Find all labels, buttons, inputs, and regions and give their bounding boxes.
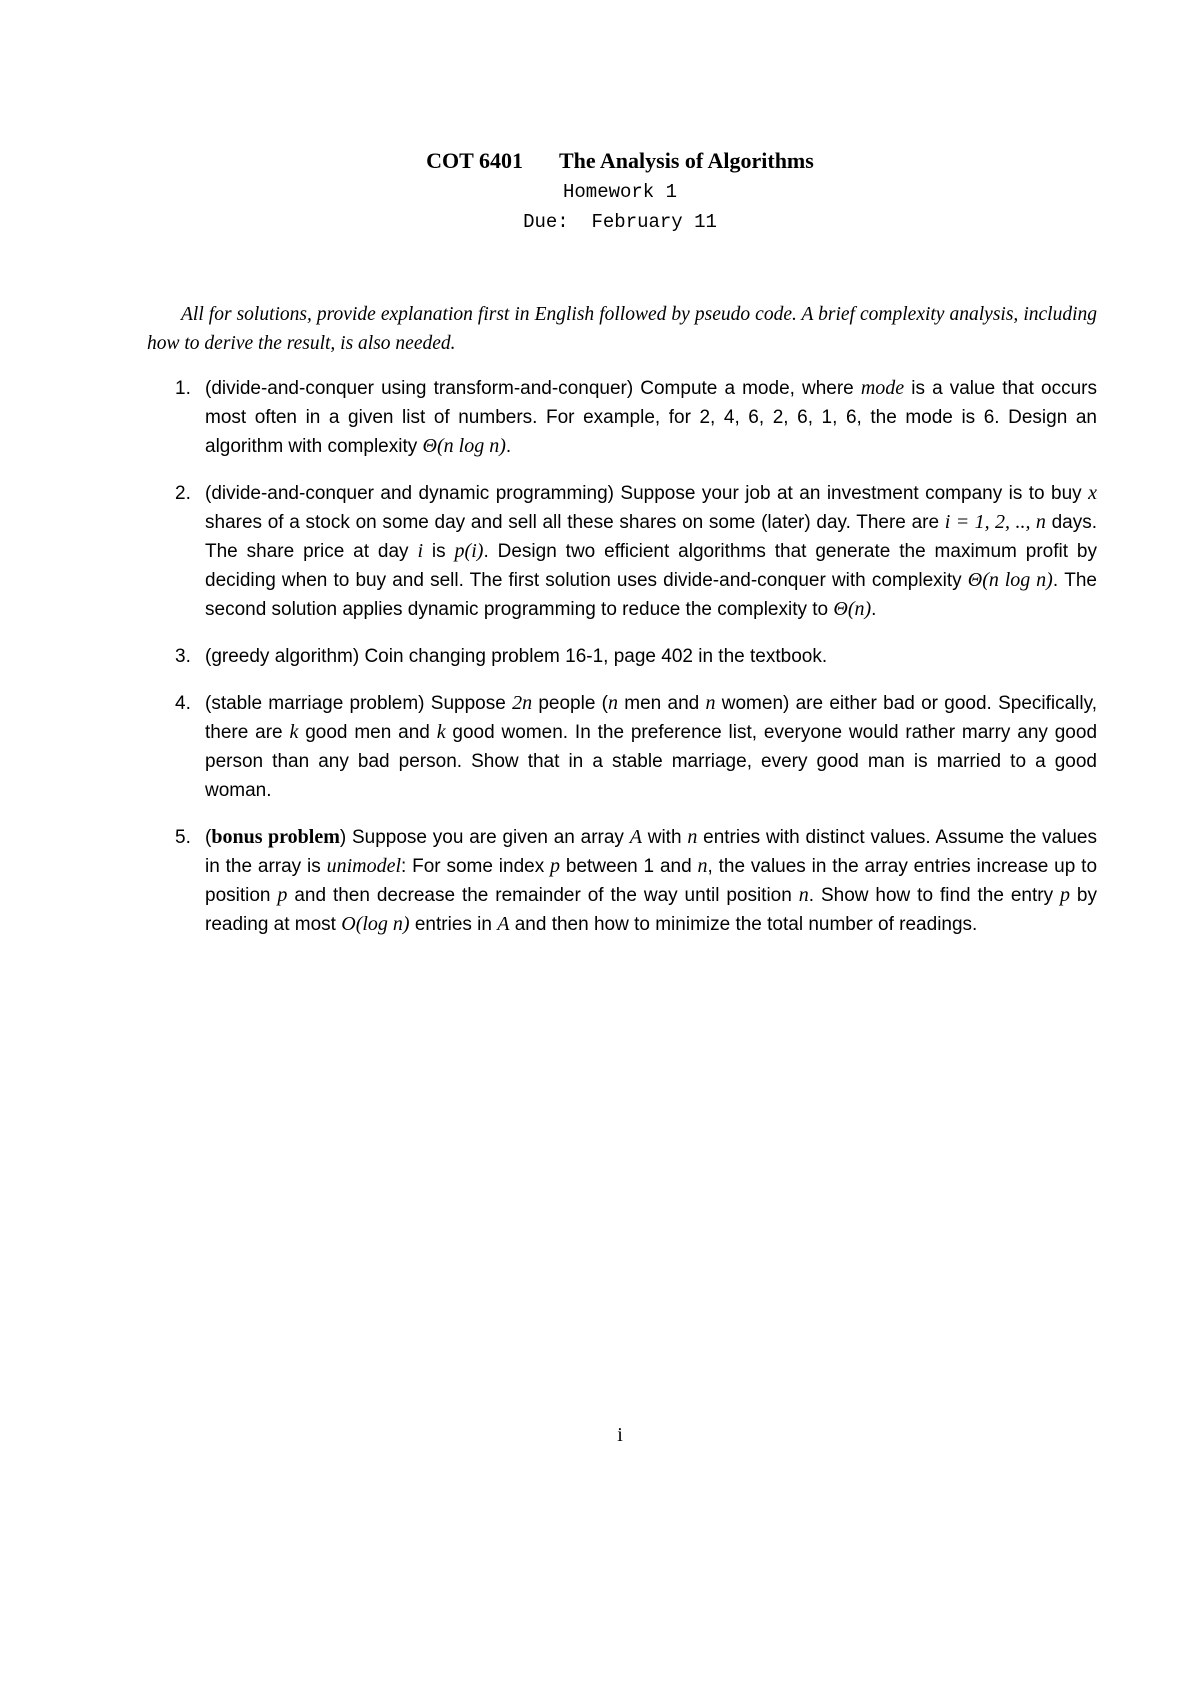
problem-text: is a value that occurs most often in a given list of numbers. For example, for 2, 4, 6, 2, 6, 1, 6, the mode is 6. Design an algorithm with complexity bbox=[205, 378, 1097, 457]
problem-text: is bbox=[423, 541, 455, 562]
problem-text: and then how to minimize the total number of readings. bbox=[509, 914, 978, 935]
problem-text: and then decrease the remainder of the way until position bbox=[287, 885, 799, 906]
problem-text: with bbox=[641, 827, 688, 848]
problem-list bbox=[147, 374, 1097, 957]
math-expression: i bbox=[417, 540, 424, 562]
problem-text: (divide-and-conquer and dynamic programming) Suppose your job at an investment company is to buy bbox=[205, 483, 1089, 504]
problem-text: , the values in the array entries increase up to position bbox=[205, 856, 1098, 906]
problem-text: : For some index bbox=[401, 856, 551, 877]
problem-text: . Design two efficient algorithms that generate the maximum profit by deciding when to buy and sell. The first solution uses divide-and-conquer with complexity bbox=[205, 541, 1097, 591]
problem-text: . The second solution applies dynamic programming to reduce the complexity to bbox=[205, 570, 1097, 620]
problem-text: ( bbox=[205, 827, 212, 848]
problem-3 bbox=[147, 642, 1097, 671]
course-title: The Analysis of Algorithms bbox=[558, 148, 814, 173]
problem-1 bbox=[147, 374, 1097, 461]
problem-text: entries with distinct values. Assume the values in the array is bbox=[205, 827, 1097, 877]
problem-text: between 1 and bbox=[560, 856, 698, 877]
math-expression: n bbox=[608, 692, 618, 714]
math-expression: Θ(n) bbox=[833, 598, 872, 620]
problem-text: days. The share price at day bbox=[205, 512, 1097, 562]
problem-text: ) Suppose you are given an array bbox=[339, 827, 630, 848]
problem-number: 4. bbox=[175, 693, 191, 714]
problem-5 bbox=[147, 823, 1097, 939]
emphasis-term: unimodel bbox=[326, 855, 402, 877]
emphasis-term: mode bbox=[860, 377, 905, 399]
due-date: Due: February 11 bbox=[523, 211, 717, 233]
problem-text: (greedy algorithm) Coin changing problem 16-1, page 402 in the textbook. bbox=[205, 646, 828, 667]
problem-text: . bbox=[505, 436, 512, 457]
problem-number: 3. bbox=[175, 646, 191, 667]
math-expression: n bbox=[798, 884, 809, 906]
problem-text: good men and bbox=[298, 722, 437, 743]
math-expression: O(log n) bbox=[341, 913, 410, 935]
math-expression: Θ(n log n) bbox=[422, 435, 506, 457]
problem-number: 5. bbox=[175, 827, 191, 848]
math-expression: p(i) bbox=[454, 540, 484, 562]
problem-4 bbox=[147, 689, 1097, 805]
math-expression: k bbox=[289, 721, 299, 743]
problem-text: women) are either bad or good. Specifically, there are bbox=[205, 693, 1097, 743]
course-code: COT 6401 bbox=[426, 148, 523, 173]
problem-text: people ( bbox=[532, 693, 608, 714]
title-line bbox=[0, 145, 1200, 177]
problem-text: shares of a stock on some day and sell all these shares on some (later) day. There are bbox=[205, 512, 945, 533]
document-header bbox=[0, 145, 1200, 237]
math-expression: p bbox=[1060, 884, 1070, 906]
problem-text: good women. In the preference list, everyone would rather marry any good person than any bad person. Show that in a stable marriage, every good man is married to a good woman. bbox=[205, 722, 1098, 801]
problem-number: 2. bbox=[175, 483, 191, 504]
math-expression: Θ(n log n) bbox=[967, 569, 1053, 591]
problem-2 bbox=[147, 479, 1097, 624]
bonus-label: bonus problem bbox=[211, 826, 340, 848]
math-expression: x bbox=[1088, 482, 1097, 504]
assignment-label: Homework 1 bbox=[562, 181, 678, 203]
math-expression: n bbox=[697, 855, 708, 877]
math-expression: i = 1, 2, .., n bbox=[944, 511, 1046, 533]
math-expression: A bbox=[629, 826, 642, 848]
problem-text: (divide-and-conquer using transform-and-conquer) Compute a mode, where bbox=[205, 378, 861, 399]
problem-text: (stable marriage problem) Suppose bbox=[205, 693, 513, 714]
problem-text: . Show how to find the entry bbox=[808, 885, 1060, 906]
instructions: All for solutions, provide explanation first in English followed by pseudo code. A brief complexity analysis, including how to derive the result, is also needed. bbox=[147, 303, 1097, 354]
problem-text: entries in bbox=[409, 914, 498, 935]
page-number: i bbox=[617, 1424, 623, 1446]
problem-text: men and bbox=[618, 693, 706, 714]
math-expression: p bbox=[550, 855, 561, 877]
math-expression: n bbox=[705, 692, 716, 714]
math-expression: 2n bbox=[512, 692, 533, 714]
problem-text: . bbox=[871, 599, 877, 620]
math-expression: n bbox=[687, 826, 698, 848]
problem-number: 1. bbox=[175, 378, 191, 399]
math-expression: k bbox=[436, 721, 446, 743]
math-expression: p bbox=[277, 884, 288, 906]
math-expression: A bbox=[497, 913, 510, 935]
problem-text: by reading at most bbox=[205, 885, 1097, 935]
